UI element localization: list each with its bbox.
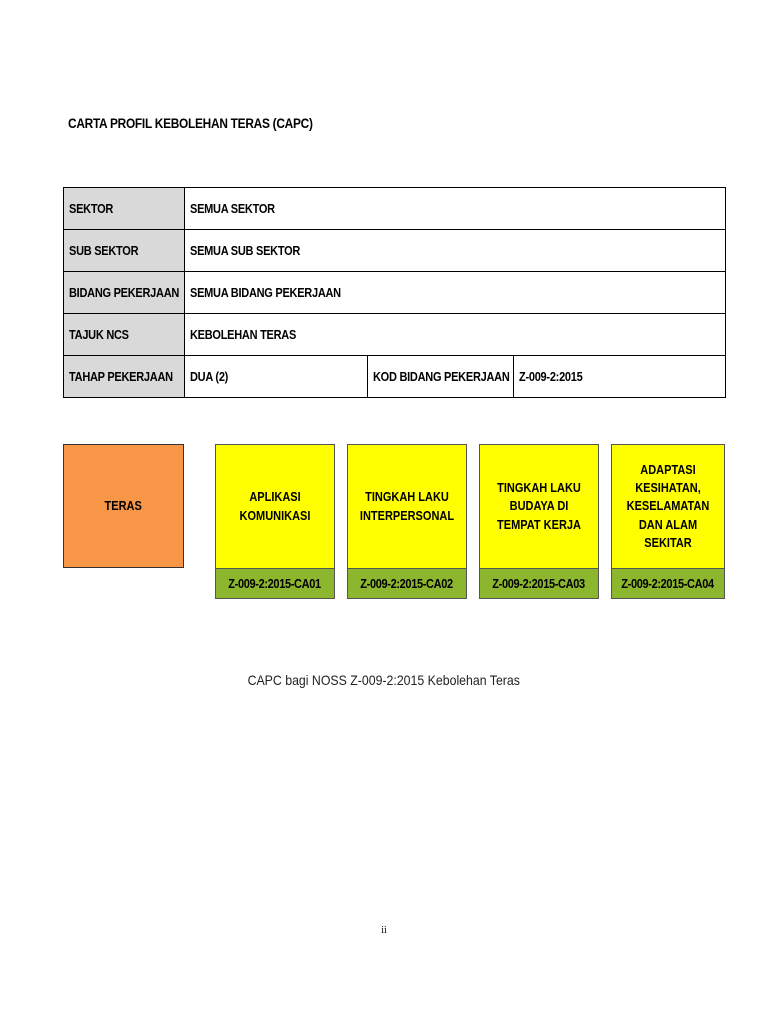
bidang-value: SEMUA BIDANG PEKERJAAN xyxy=(185,272,726,314)
sub-sektor-value: SEMUA SUB SEKTOR xyxy=(185,230,726,272)
unit-title-box xyxy=(480,445,598,569)
page-number: ii xyxy=(381,925,387,936)
unit-code: Z-009-2:2015-CA02 xyxy=(360,576,454,591)
unit-code-box xyxy=(612,569,724,598)
unit-code: Z-009-2:2015-CA03 xyxy=(492,576,586,591)
unit-card-ca01 xyxy=(215,444,335,599)
row-sektor xyxy=(64,188,726,230)
unit-code: Z-009-2:2015-CA01 xyxy=(228,576,322,591)
unit-title-box xyxy=(612,445,724,569)
sektor-label: SEKTOR xyxy=(64,188,185,230)
unit-card-ca03 xyxy=(479,444,599,599)
unit-title: TINGKAH LAKU INTERPERSONAL xyxy=(359,490,455,523)
unit-title: TINGKAH LAKU BUDAYA DI TEMPAT KERJA xyxy=(497,481,581,532)
unit-code-box xyxy=(216,569,334,598)
info-table xyxy=(63,187,726,398)
kod-label: KOD BIDANG PEKERJAAN xyxy=(368,356,514,398)
unit-code-box xyxy=(348,569,466,598)
kod-value: Z-009-2:2015 xyxy=(514,356,726,398)
tajuk-label: TAJUK NCS xyxy=(64,314,185,356)
unit-code-box xyxy=(480,569,598,598)
sektor-value: SEMUA SEKTOR xyxy=(185,188,726,230)
tahap-value: DUA (2) xyxy=(185,356,368,398)
tajuk-value: KEBOLEHAN TERAS xyxy=(185,314,726,356)
unit-code: Z-009-2:2015-CA04 xyxy=(621,576,715,591)
bidang-label: BIDANG PEKERJAAN xyxy=(64,272,185,314)
unit-title-box xyxy=(348,445,466,569)
unit-card-ca04 xyxy=(611,444,725,599)
core-label: TERAS xyxy=(104,499,143,513)
row-sub-sektor xyxy=(64,230,726,272)
unit-title: APLIKASI KOMUNIKASI xyxy=(239,490,311,523)
row-tahap xyxy=(64,356,726,398)
unit-card-ca02 xyxy=(347,444,467,599)
page-title: CARTA PROFIL KEBOLEHAN TERAS (CAPC) xyxy=(68,116,313,131)
row-bidang xyxy=(64,272,726,314)
tahap-label: TAHAP PEKERJAAN xyxy=(64,356,185,398)
core-box xyxy=(63,444,184,568)
row-tajuk xyxy=(64,314,726,356)
sub-sektor-label: SUB SEKTOR xyxy=(64,230,185,272)
unit-title-box xyxy=(216,445,334,569)
figure-caption: CAPC bagi NOSS Z-009-2:2015 Kebolehan Teras xyxy=(247,672,521,688)
unit-title: ADAPTASI KESIHATAN, KESELAMATAN DAN ALAM SEKITAR xyxy=(626,463,710,550)
